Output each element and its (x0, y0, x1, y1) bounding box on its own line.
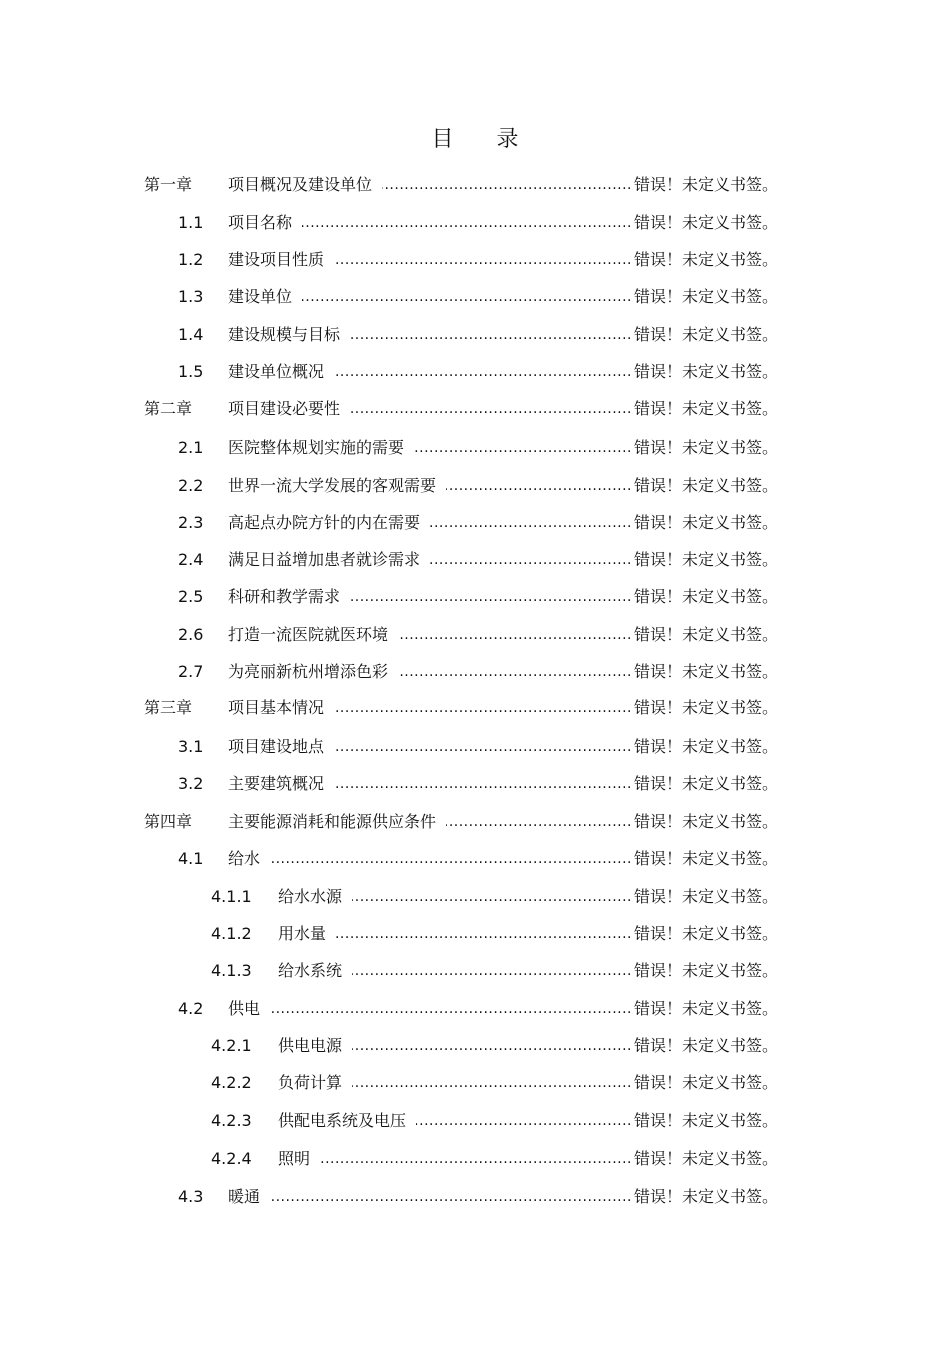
toc-entry-title: 项目概况及建设单位 (228, 175, 373, 194)
toc-entry[interactable] (0, 957, 950, 985)
toc-leader-dots (382, 171, 632, 199)
toc-entry-title: 供电 (228, 999, 261, 1018)
toc-entry-page-ref: 错误！未定义书签。 (634, 774, 779, 793)
toc-entry-number: 4.1.1 (211, 887, 252, 906)
toc-entry[interactable] (0, 472, 950, 500)
toc-entry-page-ref: 错误！未定义书签。 (634, 287, 779, 306)
toc-entry-number: 1.1 (178, 213, 204, 232)
toc-entry-number: 第二章 (144, 399, 193, 418)
toc-entry[interactable] (0, 770, 950, 798)
toc-entry-number: 3.1 (178, 737, 204, 756)
toc-leader-dots (446, 808, 632, 836)
toc-entry-number: 1.4 (178, 325, 204, 344)
toc-entry-number: 3.2 (178, 774, 204, 793)
toc-leader-dots (350, 395, 632, 423)
toc-entry[interactable] (0, 546, 950, 574)
toc-entry-title: 项目名称 (228, 213, 293, 232)
toc-entry-number: 4.3 (178, 1187, 204, 1206)
toc-entry-page-ref: 错误！未定义书签。 (634, 849, 779, 868)
toc-entry-number: 2.5 (178, 587, 204, 606)
toc-entry-page-ref: 错误！未定义书签。 (634, 1149, 779, 1168)
toc-entry-number: 4.2.2 (211, 1073, 252, 1092)
toc-entry-number: 1.3 (178, 287, 204, 306)
toc-leader-dots (270, 1183, 632, 1211)
toc-leader-dots (336, 920, 632, 948)
toc-entry-page-ref: 错误！未定义书签。 (634, 362, 779, 381)
toc-entry-page-ref: 错误！未定义书签。 (634, 698, 779, 717)
toc-leader-dots (350, 583, 632, 611)
toc-entry-page-ref: 错误！未定义书签。 (634, 1036, 779, 1055)
toc-entry-page-ref: 错误！未定义书签。 (634, 961, 779, 980)
toc-entry-page-ref: 错误！未定义书签。 (634, 812, 779, 831)
toc-entry-number: 4.1 (178, 849, 204, 868)
toc-entry[interactable] (0, 395, 950, 423)
toc-leader-dots (398, 621, 632, 649)
toc-entry[interactable] (0, 1145, 950, 1173)
toc-entry-title: 给水系统 (278, 961, 343, 980)
toc-entry-number: 2.2 (178, 476, 204, 495)
toc-entry-title: 建设项目性质 (228, 250, 325, 269)
toc-entry[interactable] (0, 883, 950, 911)
toc-entry-number: 1.5 (178, 362, 204, 381)
toc-entry-title: 照明 (278, 1149, 311, 1168)
toc-entry-title: 主要能源消耗和能源供应条件 (228, 812, 437, 831)
toc-entry[interactable] (0, 209, 950, 237)
toc-entry-title: 世界一流大学发展的客观需要 (228, 476, 437, 495)
toc-entry-title: 主要建筑概况 (228, 774, 325, 793)
toc-entry-title: 暖通 (228, 1187, 261, 1206)
toc-entry-number: 4.2.4 (211, 1149, 252, 1168)
toc-entry-number: 2.4 (178, 550, 204, 569)
toc-entry-page-ref: 错误！未定义书签。 (634, 399, 779, 418)
toc-leader-dots (334, 246, 632, 274)
page-title: 目 录 (431, 127, 537, 152)
toc-entry-page-ref: 错误！未定义书签。 (634, 1111, 779, 1130)
toc-leader-dots (270, 995, 632, 1023)
toc-entry-page-ref: 错误！未定义书签。 (634, 662, 779, 681)
toc-entry-title: 为亮丽新杭州增添色彩 (228, 662, 389, 681)
toc-entry-title: 项目建设必要性 (228, 399, 341, 418)
toc-entry-title: 供电电源 (278, 1036, 343, 1055)
toc-entry[interactable] (0, 583, 950, 611)
toc-entry[interactable] (0, 1183, 950, 1211)
toc-entry-page-ref: 错误！未定义书签。 (634, 476, 779, 495)
toc-entry-number: 4.2 (178, 999, 204, 1018)
toc-entry-page-ref: 错误！未定义书签。 (634, 325, 779, 344)
toc-leader-dots (430, 546, 632, 574)
toc-leader-dots (334, 358, 632, 386)
toc-entry[interactable] (0, 845, 950, 873)
toc-entry-number: 第三章 (144, 698, 193, 717)
toc-entry-page-ref: 错误！未定义书签。 (634, 513, 779, 532)
toc-entry-number: 4.2.1 (211, 1036, 252, 1055)
toc-entry-page-ref: 错误！未定义书签。 (634, 250, 779, 269)
toc-entry-title: 建设单位 (228, 287, 293, 306)
toc-entry[interactable] (0, 358, 950, 386)
toc-leader-dots (334, 733, 632, 761)
toc-leader-dots (334, 770, 632, 798)
toc-leader-dots (352, 1032, 632, 1060)
toc-leader-dots (430, 509, 632, 537)
toc-entry-number: 4.1.3 (211, 961, 252, 980)
toc-entry[interactable] (0, 920, 950, 948)
toc-entry[interactable] (0, 171, 950, 199)
toc-entry-title: 给水水源 (278, 887, 343, 906)
toc-entry-number: 4.1.2 (211, 924, 252, 943)
toc-entry[interactable] (0, 1032, 950, 1060)
toc-entry[interactable] (0, 246, 950, 274)
toc-entry-title: 科研和教学需求 (228, 587, 341, 606)
toc-entry[interactable] (0, 694, 950, 722)
toc-leader-dots (398, 658, 632, 686)
toc-entry-page-ref: 错误！未定义书签。 (634, 999, 779, 1018)
toc-entry[interactable] (0, 1069, 950, 1097)
toc-entry-page-ref: 错误！未定义书签。 (634, 887, 779, 906)
toc-entry[interactable] (0, 283, 950, 311)
toc-entry[interactable] (0, 509, 950, 537)
toc-entry-title: 满足日益增加患者就诊需求 (228, 550, 421, 569)
toc-entry-number: 2.7 (178, 662, 204, 681)
toc-entry-title: 用水量 (278, 924, 327, 943)
toc-leader-dots (446, 472, 632, 500)
toc-entry[interactable] (0, 321, 950, 349)
toc-entry[interactable] (0, 1107, 950, 1135)
toc-entry-number: 第四章 (144, 812, 193, 831)
toc-entry-page-ref: 错误！未定义书签。 (634, 213, 779, 232)
toc-entry-page-ref: 错误！未定义书签。 (634, 438, 779, 457)
toc-entry-page-ref: 错误！未定义书签。 (634, 175, 779, 194)
toc-entry-page-ref: 错误！未定义书签。 (634, 924, 779, 943)
toc-leader-dots (414, 434, 632, 462)
toc-leader-dots (320, 1145, 632, 1173)
toc-entry[interactable] (0, 658, 950, 686)
toc-entry-title: 项目基本情况 (228, 698, 325, 717)
toc-entry-number: 2.6 (178, 625, 204, 644)
toc-leader-dots (302, 283, 632, 311)
toc-entry-page-ref: 错误！未定义书签。 (634, 587, 779, 606)
toc-entry-number: 2.3 (178, 513, 204, 532)
toc-entry-title: 医院整体规划实施的需要 (228, 438, 405, 457)
toc-entry-number: 2.1 (178, 438, 204, 457)
toc-leader-dots (334, 694, 632, 722)
toc-entry-page-ref: 错误！未定义书签。 (634, 625, 779, 644)
toc-entry[interactable] (0, 995, 950, 1023)
toc-entry[interactable] (0, 808, 950, 836)
toc-leader-dots (352, 883, 632, 911)
toc-leader-dots (270, 845, 632, 873)
toc-entry-page-ref: 错误！未定义书签。 (634, 1187, 779, 1206)
toc-leader-dots (352, 957, 632, 985)
toc-entry-title: 建设单位概况 (228, 362, 325, 381)
toc-entry-title: 打造一流医院就医环境 (228, 625, 389, 644)
toc-entry-number: 4.2.3 (211, 1111, 252, 1130)
toc-entry-title: 负荷计算 (278, 1073, 343, 1092)
toc-leader-dots (302, 209, 632, 237)
toc-entry-page-ref: 错误！未定义书签。 (634, 550, 779, 569)
toc-entry-number: 1.2 (178, 250, 204, 269)
toc-leader-dots (416, 1107, 632, 1135)
toc-leader-dots (352, 1069, 632, 1097)
toc-entry-page-ref: 错误！未定义书签。 (634, 1073, 779, 1092)
toc-leader-dots (350, 321, 632, 349)
toc-entry-page-ref: 错误！未定义书签。 (634, 737, 779, 756)
toc-entry-number: 第一章 (144, 175, 193, 194)
toc-entry[interactable] (0, 434, 950, 462)
toc-entry-title: 建设规模与目标 (228, 325, 341, 344)
toc-entry-title: 高起点办院方针的内在需要 (228, 513, 421, 532)
toc-entry-title: 供配电系统及电压 (278, 1111, 407, 1130)
toc-entry-title: 给水 (228, 849, 261, 868)
toc-entry[interactable] (0, 621, 950, 649)
toc-entry-title: 项目建设地点 (228, 737, 325, 756)
toc-entry[interactable] (0, 733, 950, 761)
